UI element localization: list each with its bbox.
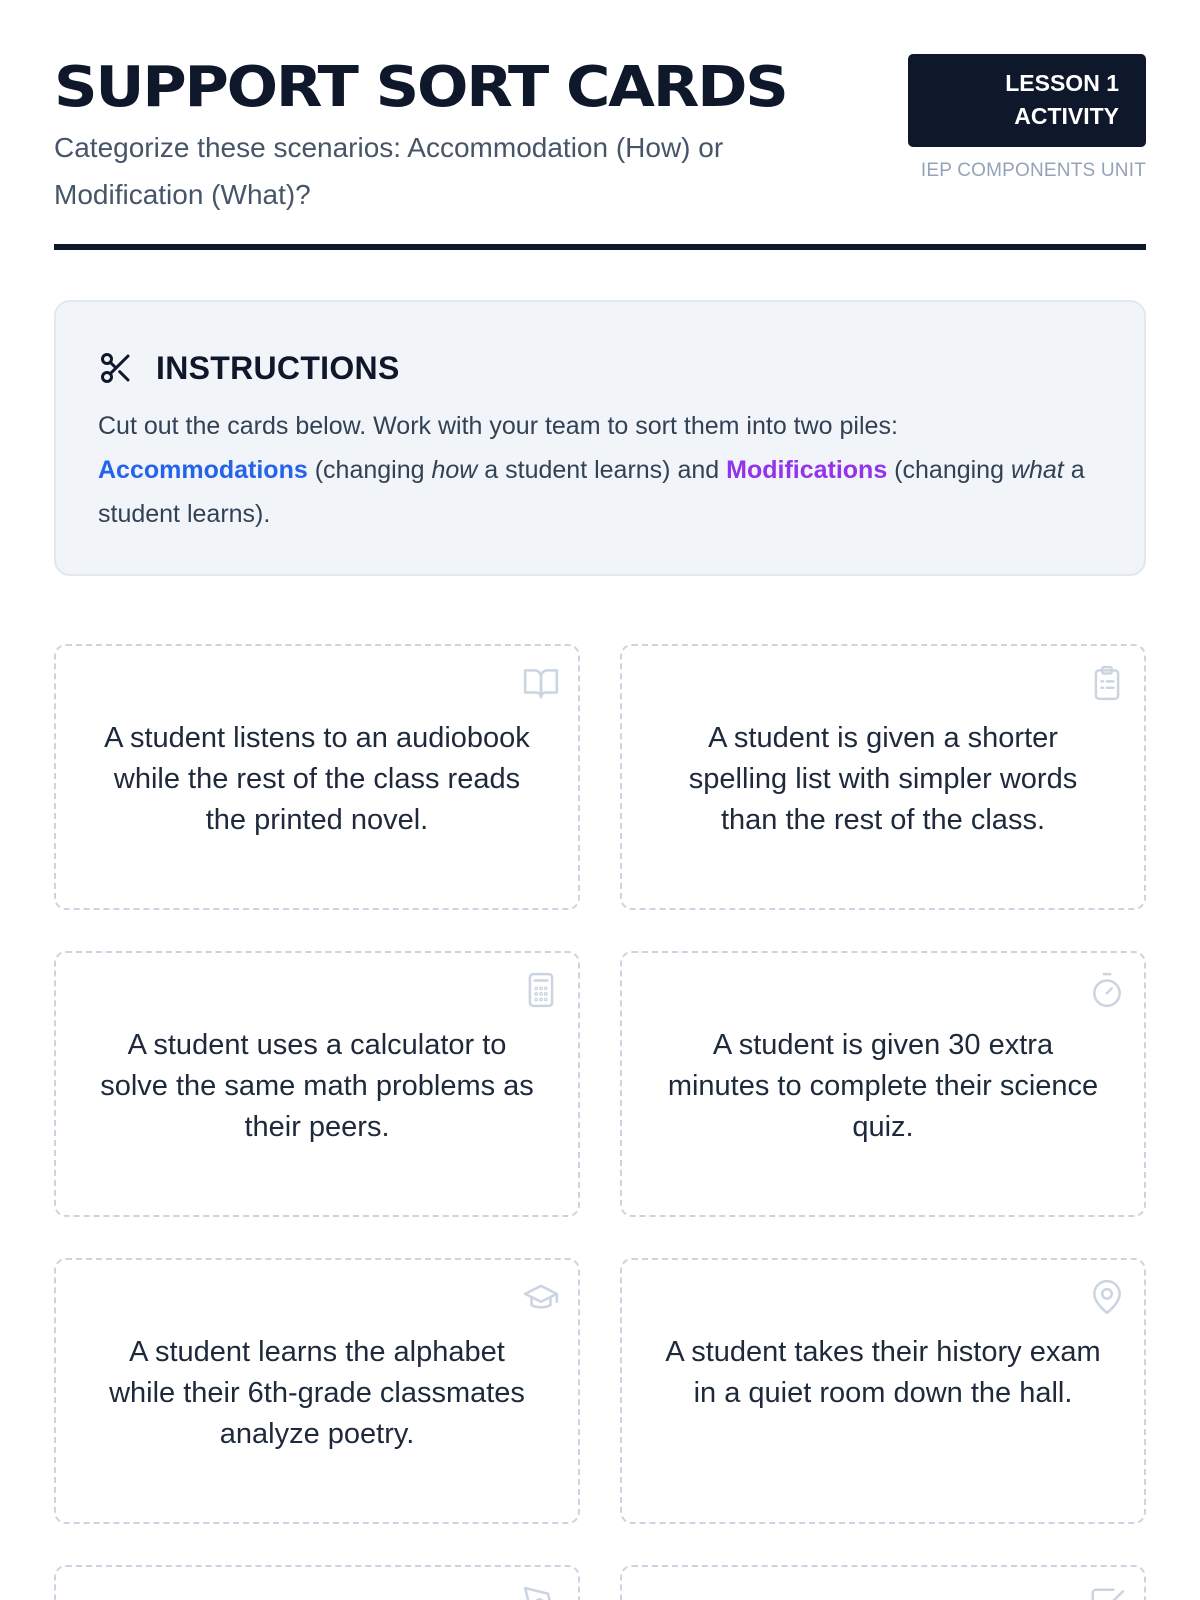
instructions-header xyxy=(98,346,1102,390)
card-text: A student is given a shorter spelling list with simpler words than the rest of the class. xyxy=(688,722,1078,836)
instructions-box xyxy=(54,300,1146,576)
badge-line-2: ACTIVITY xyxy=(1014,103,1119,129)
page-subtitle: Categorize these scenarios: Accommodation (How) or Modification (What)? xyxy=(54,132,724,210)
instructions-text-5: a student learns). xyxy=(98,456,1085,528)
sort-card[interactable] xyxy=(620,1565,1146,1600)
page-title: SUPPORT SORT CARDS xyxy=(54,55,787,120)
pen-icon xyxy=(522,1585,560,1600)
sort-card[interactable] xyxy=(620,1258,1146,1524)
clipboard-list-icon xyxy=(1088,664,1126,702)
sort-card[interactable] xyxy=(54,951,580,1217)
instructions-text-4: (changing xyxy=(887,456,1011,484)
card-text: A student uses a calculator to solve the same math problems as their peers. xyxy=(100,1029,534,1143)
instructions-text-2: (changing xyxy=(307,456,432,484)
book-open-icon xyxy=(522,664,560,702)
graduation-cap-icon xyxy=(522,1278,560,1316)
unit-label: IEP COMPONENTS UNIT xyxy=(920,160,1146,181)
sort-card[interactable] xyxy=(620,644,1146,910)
how-term: how xyxy=(431,456,478,484)
calculator-icon xyxy=(522,971,560,1009)
badge-line-1: LESSON 1 xyxy=(1005,70,1119,96)
sort-card[interactable] xyxy=(620,951,1146,1217)
lesson-badge xyxy=(908,54,1146,147)
stopwatch-icon xyxy=(1088,971,1126,1009)
card-text: A student learns the alphabet while their 6th-grade classmates analyze poetry. xyxy=(109,1336,525,1450)
scissors-icon xyxy=(98,350,134,386)
card-text: A student is given 30 extra minutes to complete their science quiz. xyxy=(667,1029,1099,1143)
sort-card[interactable] xyxy=(54,644,580,910)
card-text: A student listens to an audiobook while the rest of the class reads the printed novel. xyxy=(104,722,530,836)
instructions-title: INSTRUCTIONS xyxy=(156,349,400,386)
sort-card[interactable] xyxy=(54,1258,580,1524)
sort-card[interactable] xyxy=(54,1565,580,1600)
what-term: what xyxy=(1010,456,1064,484)
accommodations-term: Accommodations xyxy=(98,456,308,484)
page-header xyxy=(54,54,1146,250)
modifications-term: Modifications xyxy=(726,456,888,484)
instructions-text xyxy=(98,404,1102,536)
card-text: A student takes their history exam in a quiet room down the hall. xyxy=(665,1336,1101,1409)
check-square-icon xyxy=(1088,1585,1126,1600)
instructions-text-3: a student learns) and xyxy=(477,456,727,484)
instructions-text-1: Cut out the cards below. Work with your team to sort them into two piles: xyxy=(98,412,898,440)
map-pin-icon xyxy=(1088,1278,1126,1316)
